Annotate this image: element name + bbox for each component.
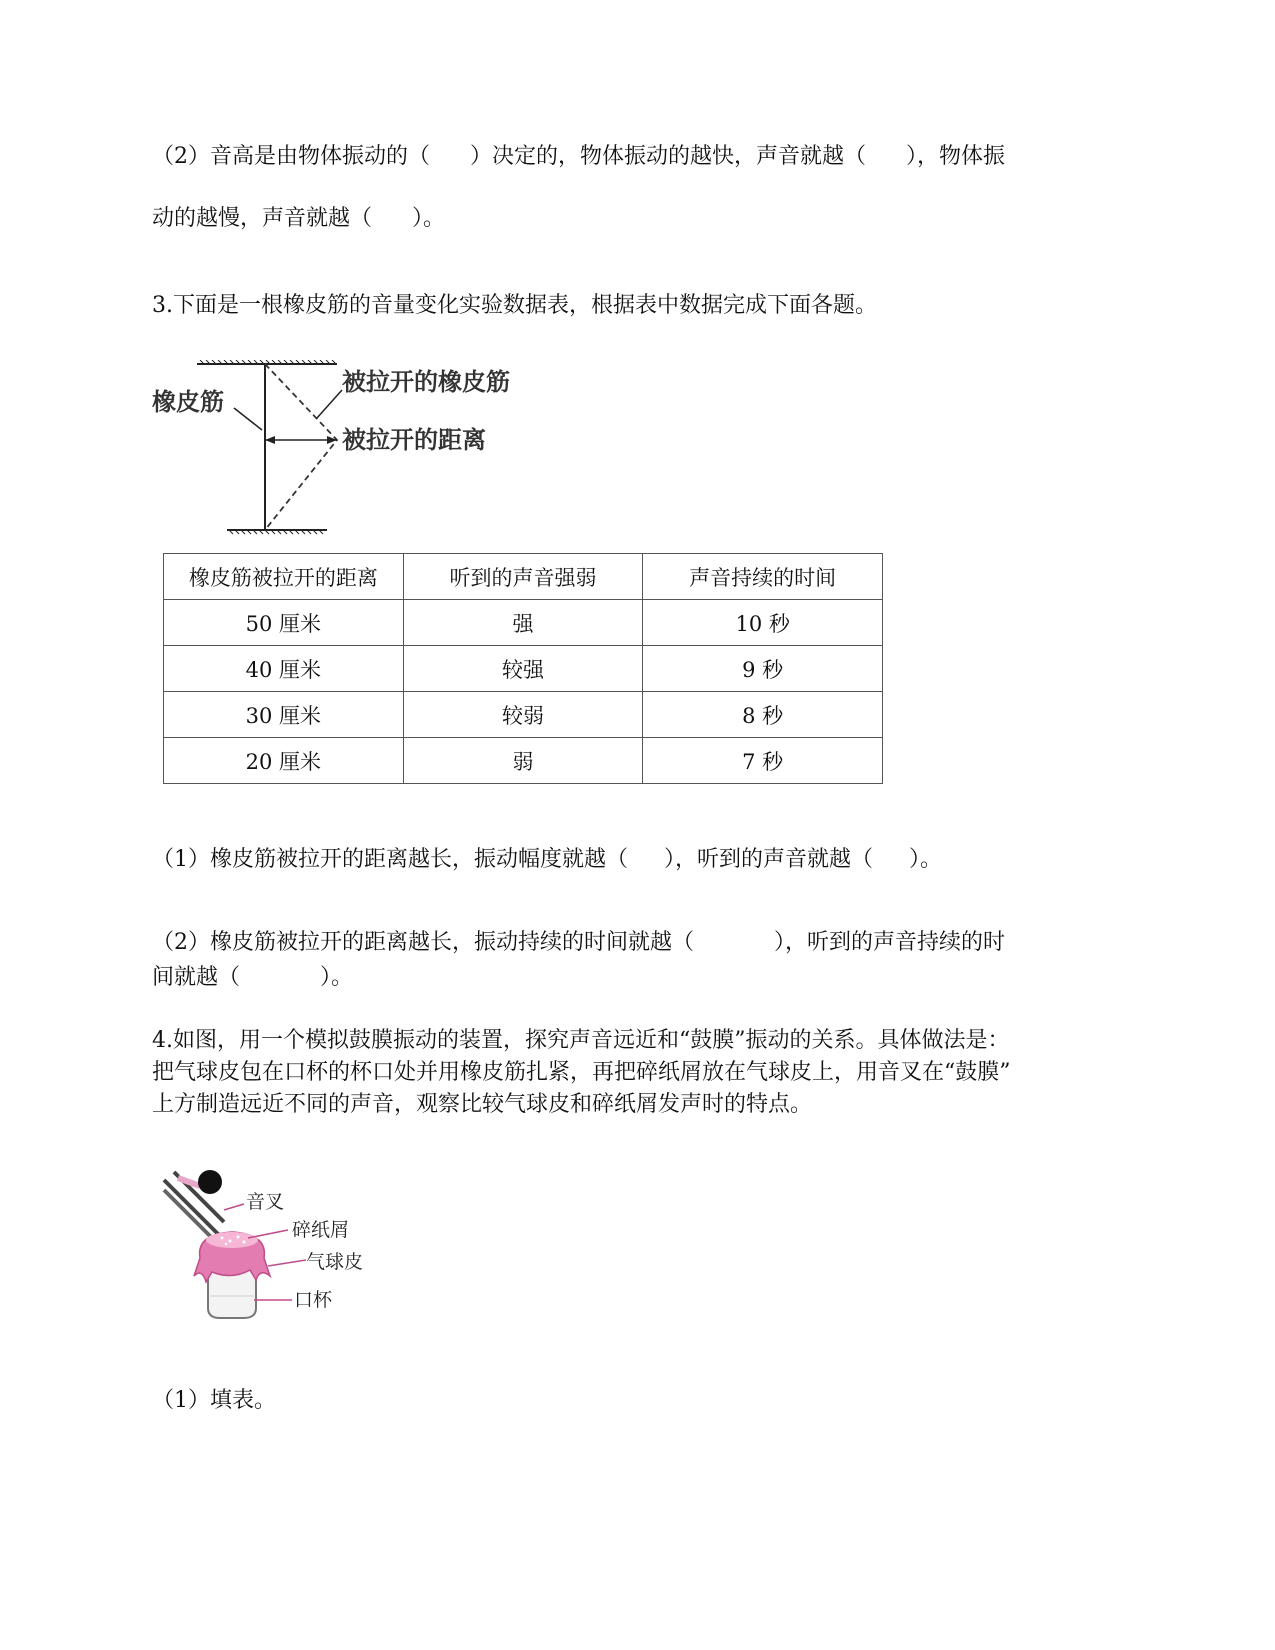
balloon-skin-icon [194, 1232, 270, 1282]
label-rubber-band: 橡皮筋 [152, 388, 224, 416]
table-row [164, 646, 883, 692]
q3-sub2-text-a: （2）橡皮筋被拉开的距离越长，振动持续的时间就越（ [152, 930, 694, 955]
q2-sub2-text-c: ），物体振 [906, 144, 1006, 169]
q2-sub2-text-b: ）决定的，物体振动的越快，声音就越（ [470, 144, 867, 169]
tuning-fork-icon [164, 1170, 224, 1240]
table-header-loudness: 听到的声音强弱 [403, 554, 643, 600]
table-cell: 强 [403, 600, 643, 646]
table-cell: 7 秒 [643, 738, 883, 784]
q3-sub1-text-c: ）。 [909, 847, 943, 872]
q2-sub2-line2 [152, 204, 445, 234]
eardrum-model-diagram [160, 1168, 400, 1328]
label-stretch-distance: 被拉开的距离 [342, 426, 486, 454]
q3-sub1-text-a: （1）橡皮筋被拉开的距离越长，振动幅度就越（ [152, 847, 628, 872]
label-cup: 口杯 [294, 1289, 333, 1311]
q3-sub2-text-b: ），听到的声音持续的时 [774, 930, 1006, 955]
table-row [164, 692, 883, 738]
table-row [164, 600, 883, 646]
table-header-distance: 橡皮筋被拉开的距离 [164, 554, 404, 600]
q3-sub1 [152, 845, 942, 875]
label-tuning-fork: 音叉 [246, 1191, 285, 1213]
q2-sub2-text-e: ）。 [412, 206, 446, 231]
q4-text-line3: 上方制造远近不同的声音，观察比较气球皮和碎纸屑发声时的特点。 [152, 1092, 813, 1117]
q3-sub1-text-b: ），听到的声音就越（ [664, 847, 874, 872]
table-header-duration: 声音持续的时间 [643, 554, 883, 600]
q2-sub2-text-d: 动的越慢，声音就越（ [152, 206, 373, 231]
table-cell: 10 秒 [643, 600, 883, 646]
q4-sub1: （1）填表。 [152, 1388, 276, 1413]
table-row [164, 738, 883, 784]
stretched-band-line [265, 364, 337, 530]
q3-sub2-text-c: 间就越（ [152, 965, 241, 990]
table-cell: 弱 [403, 738, 643, 784]
table-cell: 较弱 [403, 692, 643, 738]
q3-sub2-line1 [152, 928, 1005, 958]
table-cell: 50 厘米 [164, 600, 404, 646]
q4-text-line2: 把气球皮包在口杯的杯口处并用橡皮筋扎紧，再把碎纸屑放在气球皮上，用音叉在“鼓膜” [152, 1060, 1011, 1085]
q2-sub2-text-a: （2）音高是由物体振动的（ [152, 144, 430, 169]
table-header-row [164, 554, 883, 600]
q3-sub2-text-d: ）。 [320, 965, 354, 990]
label-stretched-band: 被拉开的橡皮筋 [342, 368, 510, 396]
data-table [163, 553, 883, 784]
table-cell: 较强 [403, 646, 643, 692]
label-balloon-skin: 气球皮 [306, 1251, 364, 1273]
label-paper-scraps: 碎纸屑 [292, 1219, 350, 1241]
table-cell: 9 秒 [643, 646, 883, 692]
q3-intro: 3.下面是一根橡皮筋的音量变化实验数据表，根据表中数据完成下面各题。 [152, 293, 877, 318]
table-cell: 8 秒 [643, 692, 883, 738]
table-cell: 20 厘米 [164, 738, 404, 784]
rubber-band-diagram [152, 360, 572, 542]
table-cell: 40 厘米 [164, 646, 404, 692]
q4-text-line1: 4.如图，用一个模拟鼓膜振动的装置，探究声音远近和“鼓膜”振动的关系。具体做法是： [152, 1028, 1010, 1053]
q3-sub2-line2 [152, 963, 353, 993]
q2-sub2-line1 [152, 142, 1005, 172]
table-cell: 30 厘米 [164, 692, 404, 738]
